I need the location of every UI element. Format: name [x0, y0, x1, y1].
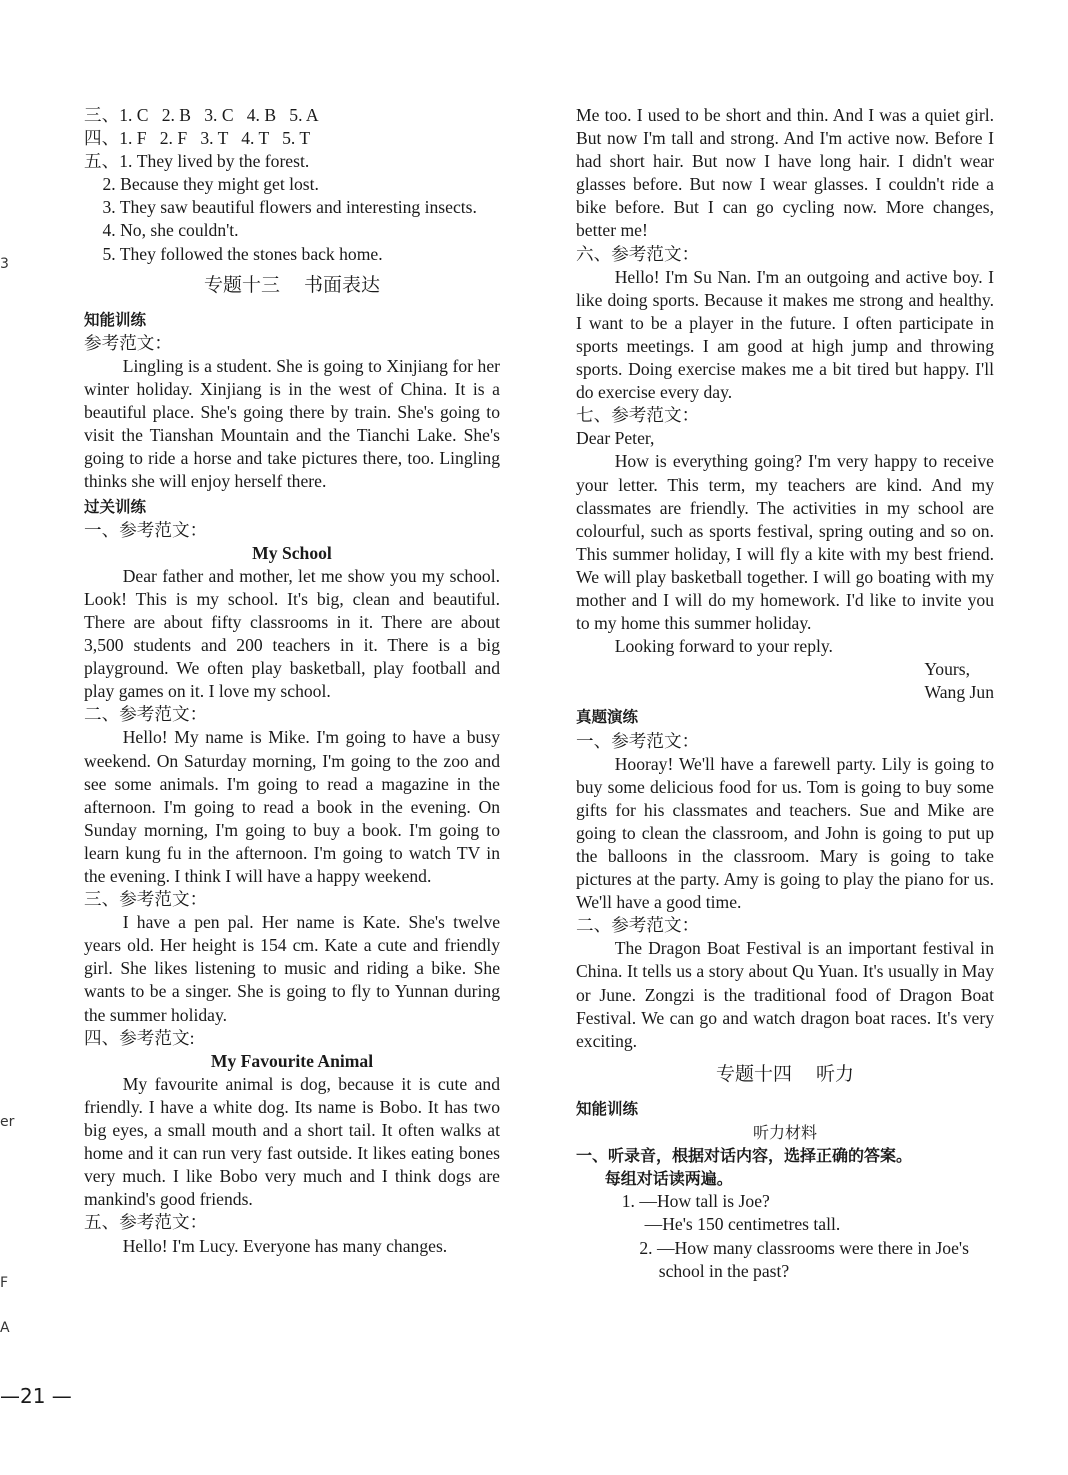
zhineng-label: 知能训练	[84, 310, 147, 329]
answer-item: 5. They followed the stones back home.	[102, 243, 383, 264]
section-13-title: 专题十三 书面表达	[203, 273, 381, 296]
letter-body: How is everything going? I'm very happy to receive your letter. This term, my teachers are kind. And my classmates are friendly. The activities in my school are colourful, such as sports festival, spring outing and so on. This summer holiday, I will fly a kite with my best friend. We will play basketball together. I will go boating with my mother and I will do my homework. I'd like to invite you to my home this summer holiday.	[576, 451, 994, 634]
essay-5-continued: Me too. I used to be short and thin. And I was a quiet girl. But now I'm tall and strong. And I'm active now. Before I had short hair. But now I have long hair. I didn't wear glasses before. But now I wear glasses. I couldn't ride a bike before. But I can go cycling now. More changes, better me!	[576, 105, 994, 241]
answer-line-si: 四、1. F 2. F 3. T 4. T 5. T	[84, 128, 311, 149]
section-14-title: 专题十四 听力	[715, 1062, 855, 1085]
edge-mark: F	[0, 1275, 9, 1291]
listening-material-title: 听力材料	[752, 1123, 817, 1143]
zhineng-ref-label: 参考范文：	[84, 332, 172, 353]
listening-instruction-2: 每组对话读两遍。	[604, 1169, 733, 1189]
essay-6-text: Hello! I'm Su Nan. I'm an outgoing and active boy. I like doing sports. Because it makes me strong and healthy. I want to be a player in the future. I often participate in sports meetings. I am good at high jump and throwing sports. Doing exercise makes me a bit tired but happy. I'll do exercise every day.	[576, 266, 994, 403]
edge-mark: A	[0, 1320, 10, 1336]
edge-mark: er	[0, 1114, 15, 1130]
essay-4-label: 四、参考范文:	[84, 1027, 195, 1048]
essay-1-label: 一、参考范文：	[84, 519, 208, 540]
essay-1-text: Dear father and mother, let me show you my school. Look! This is my school. It's big, clean and beautiful. There are about fifty classrooms in it. There are about 3,500 students and 200 teachers in it. There is a big playground. We often play basketball, play football and play games on it. I love my school.	[84, 565, 500, 702]
essay-1-title: My School	[252, 542, 332, 563]
letter-closing: Looking forward to your reply.	[614, 636, 833, 657]
page-number: —21 —	[0, 1384, 72, 1408]
answer-line-san: 三、1. C 2. B 3. C 4. B 5. A	[84, 105, 319, 125]
essay-5-start: Hello! I'm Lucy. Everyone has many changes.	[122, 1235, 448, 1256]
essay-2-label: 二、参考范文：	[84, 704, 208, 725]
essay-3-text: I have a pen pal. Her name is Kate. She's twelve years old. Her height is 154 cm. Kate a cute and friendly girl. She likes listening to music and riding a bike. She wants to be a singer. She is going to fly to Yunnan during the summer holiday.	[84, 912, 500, 1025]
real-2-label: 二、参考范文：	[576, 915, 700, 936]
letter-signature: Wang Jun	[924, 682, 994, 703]
guoguan-label: 过关训练	[84, 497, 147, 516]
real-1-label: 一、参考范文：	[576, 730, 700, 751]
zhineng-2-label: 知能训练	[576, 1099, 639, 1118]
real-1-text: Hooray! We'll have a farewell party. Lily is going to buy some delicious food for us. Tom is going to buy some gifts for his classmates and teachers. Sue and Mike are going to clean the classroom, and John is going to put up the balloons in the classroom. Mary is going to take pictures at the party. Amy is going to play the piano for us. We'll have a good time.	[576, 753, 994, 913]
essay-7-label: 七、参考范文：	[576, 405, 700, 426]
zhineng-essay: Lingling is a student. She is going to Xinjiang for her winter holiday. Xinjiang is in the west of China. It is a beautiful place. She's going there by train. She's going to visit the Tianshan Mountain and the Tianchi Lake. She's going to ride a horse and take pictures there, too. Lingling thinks she will enjoy herself there.	[84, 355, 500, 492]
essay-3-label: 三、参考范文：	[84, 889, 208, 910]
dialogue-q2: 2. —How many classrooms were there in Joe's school in the past?	[639, 1237, 969, 1281]
letter-greeting: Dear Peter,	[576, 428, 655, 449]
edge-mark: 3	[0, 256, 9, 272]
essay-4-text: My favourite animal is dog, because it is cute and friendly. I have a white dog. Its name is Bobo. It has two big eyes, a small mouth and a short tail. It often walks at home and it can run very fast outside. It likes eating bones very much. I like Bobo very much and I think dogs are mankind's good friends.	[84, 1073, 500, 1210]
zhenti-label: 真题演练	[576, 708, 639, 727]
answer-line-wu: 五、1. They lived by the forest.	[84, 151, 310, 172]
essay-5-label: 五、参考范文：	[84, 1212, 208, 1233]
left-column	[84, 104, 500, 1258]
dialogue-q1: 1. —How tall is Joe?	[621, 1191, 770, 1212]
essay-4-title: My Favourite Animal	[210, 1050, 374, 1071]
answer-item: 2. Because they might get lost.	[102, 174, 319, 195]
answer-item: 4. No, she couldn't.	[102, 220, 239, 241]
right-column	[576, 104, 994, 1283]
answer-item: 3. They saw beautiful flowers and interesting insects.	[102, 197, 477, 218]
listening-instruction: 一、听录音，根据对话内容，选择正确的答案。	[576, 1146, 913, 1166]
essay-6-label: 六、参考范文：	[576, 243, 700, 264]
letter-yours: Yours,	[924, 659, 970, 680]
real-2-text: The Dragon Boat Festival is an important festival in China. It tells us a story about Qu Yuan. It's usually in May or June. Zongzi is the traditional food of Dragon Boat Festival. We can go and watch dragon boat races. It's very exciting.	[576, 938, 994, 1051]
essay-2-text: Hello! My name is Mike. I'm going to have a busy weekend. On Saturday morning, I'm going to the zoo and see some animals. I'm going to read a magazine in the afternoon. I'm going to read a book in the evening. On Sunday morning, I'm going to buy a book. I'm going to learn kung fu in the afternoon. I'm going to watch TV in the evening. I think I will have a happy weekend.	[84, 727, 500, 886]
dialogue-a1: —He's 150 centimetres tall.	[644, 1214, 841, 1235]
